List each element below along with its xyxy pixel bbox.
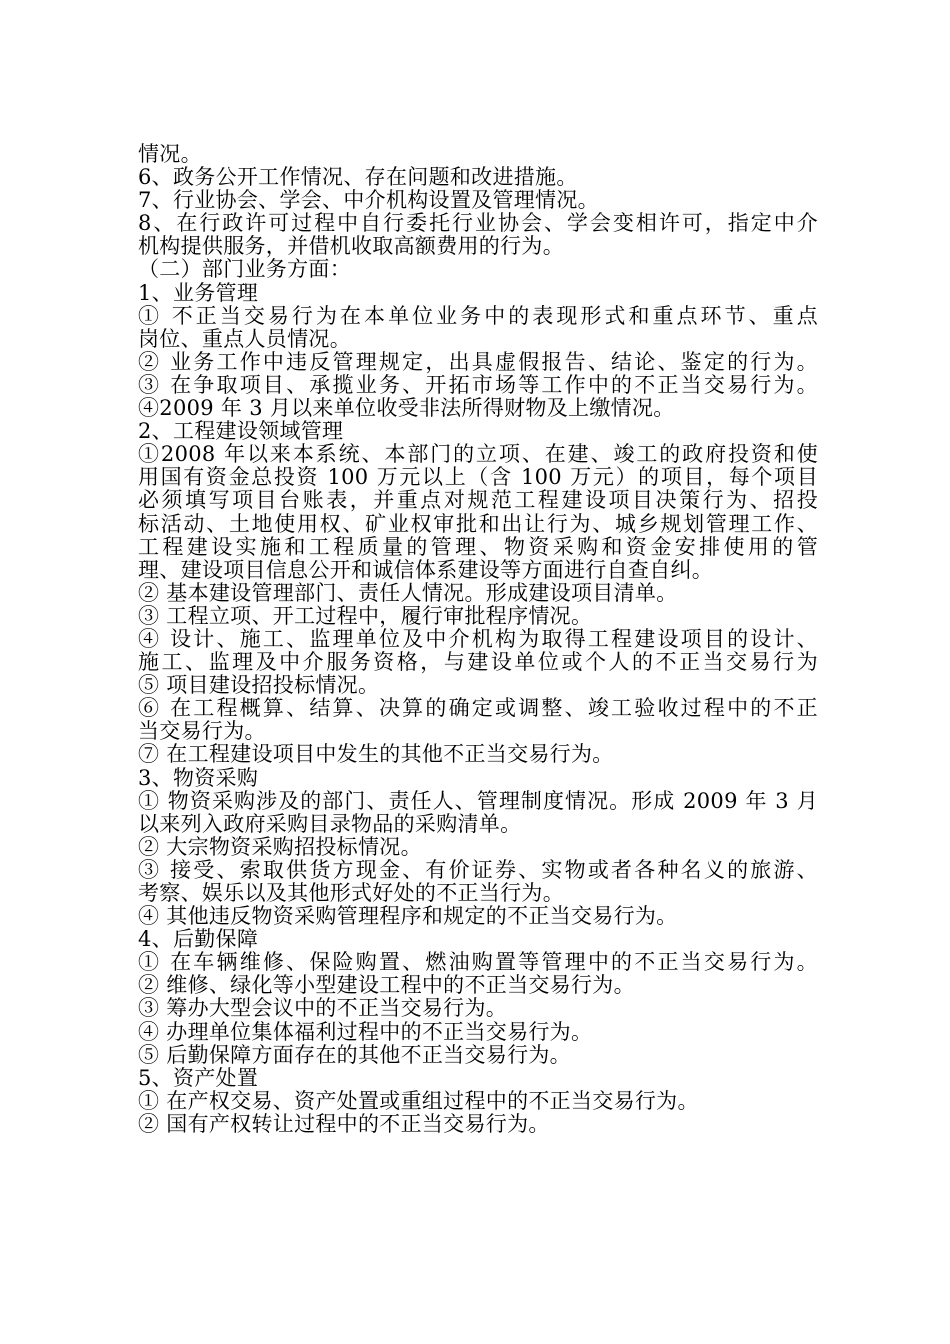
text-line: 当交易行为。 xyxy=(138,719,266,744)
text-line: ③ 工程立项、开工过程中，履行审批程序情况。 xyxy=(138,603,593,628)
text-line: ⑤ 后勤保障方面存在的其他不正当交易行为。 xyxy=(138,1042,571,1067)
text-line: ④ 办理单位集体福利过程中的不正当交易行为。 xyxy=(138,1019,593,1044)
text-line: ⑥ 在工程概算、结算、决算的确定或调整、竣工验收过程中的不正 xyxy=(138,697,818,721)
text-line: 考察、娱乐以及其他形式好处的不正当行为。 xyxy=(138,881,564,905)
text-line: 情况。 xyxy=(138,142,202,166)
text-line: ② 业务工作中违反管理规定，出具虚假报告、结论、鉴定的行为。 xyxy=(138,350,818,374)
text-line: ② 基本建设管理部门、责任人情况。形成建设项目清单。 xyxy=(138,580,678,605)
text-line: ① 物资采购涉及的部门、责任人、管理制度情况。形成 2009 年 3 月 xyxy=(138,789,818,813)
text-line: 3、物资采购 xyxy=(138,765,259,790)
text-line: 5、资产处置 xyxy=(138,1065,259,1090)
text-line: ① 在车辆维修、保险购置、燃油购置等管理中的不正当交易行为。 xyxy=(138,951,818,975)
text-line: ④ 设计、施工、监理单位及中介机构为取得工程建设项目的设计、 xyxy=(138,627,818,651)
text-line: ③ 在争取项目、承揽业务、开拓市场等工作中的不正当交易行为。 xyxy=(138,373,818,397)
text-line: 岗位、重点人员情况。 xyxy=(138,326,351,351)
text-line: 机构提供服务，并借机收取高额费用的行为。 xyxy=(138,234,564,259)
text-line: 7、行业协会、学会、中介机构设置及管理情况。 xyxy=(138,188,599,213)
text-line: 用国有资金总投资 100 万元以上（含 100 万元）的项目，每个项目 xyxy=(138,466,818,490)
text-line: ③ 接受、索取供货方现金、有价证券、实物或者各种名义的旅游、 xyxy=(138,858,818,882)
text-line: 标活动、土地使用权、矿业权审批和出让行为、城乡规划管理工作、 xyxy=(138,512,818,536)
text-line: 4、后勤保障 xyxy=(138,927,259,952)
text-line: ⑤ 项目建设招投标情况。 xyxy=(138,673,380,698)
text-line: ④2009 年 3 月以来单位收受非法所得财物及上缴情况。 xyxy=(138,396,675,421)
text-line: 理、建设项目信息公开和诚信体系建设等方面进行自查自纠。 xyxy=(138,557,714,582)
text-line: ② 大宗物资采购招投标情况。 xyxy=(138,834,422,859)
text-line: ③ 筹办大型会议中的不正当交易行为。 xyxy=(138,996,508,1021)
document-page xyxy=(138,143,818,1136)
text-line: ② 维修、绿化等小型建设工程中的不正当交易行为。 xyxy=(138,973,635,998)
text-line: ⑦ 在工程建设项目中发生的其他不正当交易行为。 xyxy=(138,742,614,767)
text-line: 施工、监理及中介服务资格，与建设单位或个人的不正当交易行为 xyxy=(138,651,818,675)
text-line: 2、工程建设领域管理 xyxy=(138,419,344,444)
text-line: 工程建设实施和工程质量的管理、物资采购和资金安排使用的管 xyxy=(138,535,818,559)
text-line: ① 在产权交易、资产处置或重组过程中的不正当交易行为。 xyxy=(138,1088,699,1113)
text-line: 8、在行政许可过程中自行委托行业协会、学会变相许可，指定中介 xyxy=(138,212,818,236)
text-line: ④ 其他违反物资采购管理程序和规定的不正当交易行为。 xyxy=(138,904,678,929)
text-line: 1、业务管理 xyxy=(138,280,259,305)
text-line: ① 不正当交易行为在本单位业务中的表现形式和重点环节、重点 xyxy=(138,304,818,328)
text-line: ② 国有产权转让过程中的不正当交易行为。 xyxy=(138,1111,550,1136)
text-line: （二）部门业务方面： xyxy=(138,257,351,282)
text-line: 必须填写项目台账表，并重点对规范工程建设项目决策行为、招投 xyxy=(138,489,818,513)
text-line: ①2008 年以来本系统、本部门的立项、在建、竣工的政府投资和使 xyxy=(138,443,818,467)
text-line: 6、政务公开工作情况、存在问题和改进措施。 xyxy=(138,165,578,190)
text-line: 以来列入政府采购目录物品的采购清单。 xyxy=(138,811,522,836)
